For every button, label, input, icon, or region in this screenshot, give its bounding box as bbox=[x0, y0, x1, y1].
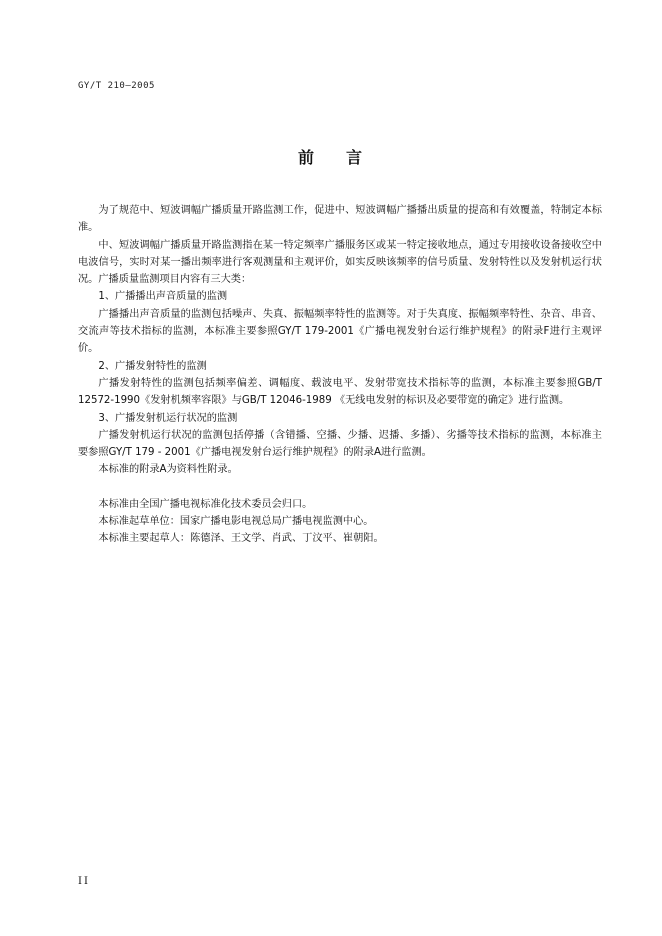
section-heading-2: 2、广播发射特性的监测 bbox=[98, 360, 207, 372]
page-title bbox=[0, 145, 662, 168]
paragraph: 本标准的附录A为资料性附录。 bbox=[98, 464, 238, 476]
paragraph: 广播播出声音质量的监测包括噪声、失真、振幅频率特性的监测等。对于失真度、振幅频率特性、杂音、串音、交流声等技术指标的监测，本标准主要参照GY/T 179-2001《广播电视发射台运行维护规程》的附录F进行主观评价。 bbox=[78, 308, 602, 355]
closing-line: 本标准主要起草人：陈德泽、王文学、肖武、丁汶平、崔朝阳。 bbox=[98, 533, 384, 545]
page-number: II bbox=[78, 876, 90, 887]
title-char-2: 言 bbox=[346, 148, 365, 167]
paragraph: 中、短波调幅广播质量开路监测指在某一特定频率广播服务区或某一特定接收地点，通过专用接收设备接收空中电波信号，实时对某一播出频率进行客观测量和主观评价，如实反映该频率的信号质量、发射特性以及发射机运行状况。广播质量监测项目内容有三大类： bbox=[78, 239, 602, 286]
title-char-1: 前 bbox=[297, 148, 316, 167]
section-heading-3: 3、广播发射机运行状况的监测 bbox=[98, 412, 238, 424]
closing-line: 本标准由全国广播电视标准化技术委员会归口。 bbox=[98, 498, 313, 510]
paragraph: 广播发射特性的监测包括频率偏差、调幅度、载波电平、发射带宽技术指标等的监测，本标准主要参照GB/T 12572-1990《发射机频率容限》与GB/T 12046-1989 《无线电发射的标识及必要带宽的确定》进行监测。 bbox=[78, 377, 602, 407]
blank-line bbox=[78, 479, 602, 496]
standard-code: GY/T 210—2005 bbox=[78, 81, 155, 91]
section-heading-1: 1、广播播出声音质量的监测 bbox=[98, 291, 228, 303]
closing-line: 本标准起草单位：国家广播电影电视总局广播电视监测中心。 bbox=[98, 516, 374, 528]
paragraph: 广播发射机运行状况的监测包括停播（含错播、空播、少播、迟播、多播）、劣播等技术指标的监测，本标准主要参照GY/T 179 - 2001《广播电视发射台运行维护规程》的附录A进行监测。 bbox=[78, 429, 602, 459]
foreword-body bbox=[78, 202, 602, 548]
paragraph: 为了规范中、短波调幅广播质量开路监测工作，促进中、短波调幅广播播出质量的提高和有效覆盖，特制定本标准。 bbox=[78, 205, 602, 234]
